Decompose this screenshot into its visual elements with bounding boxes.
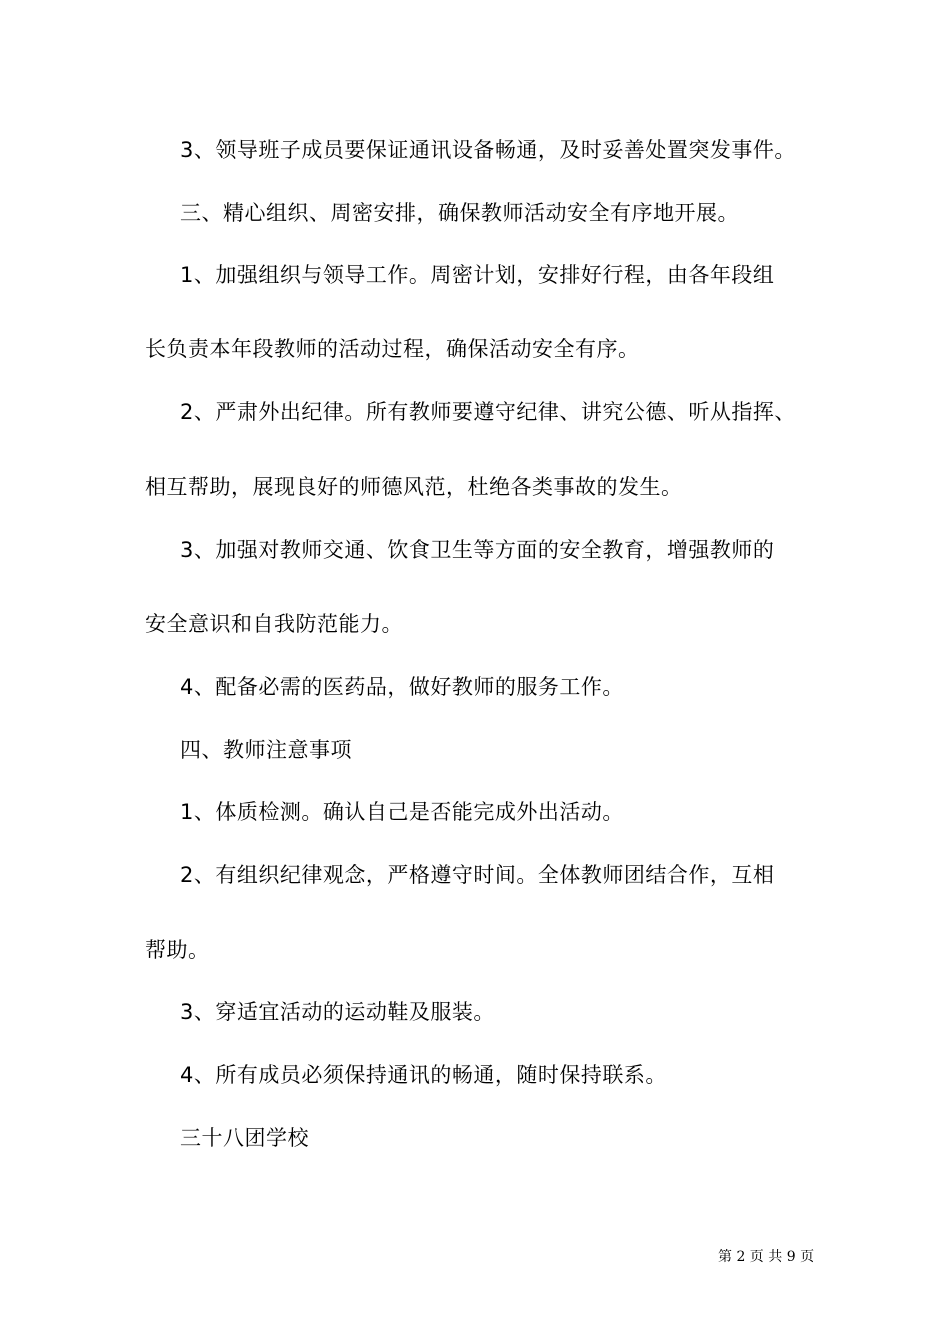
paragraph-line: 1、加强组织与领导工作。周密计划，安排好行程，由各年段组 — [180, 263, 775, 287]
paragraph-line: 1、体质检测。确认自己是否能完成外出活动。 — [180, 800, 624, 824]
section-heading: 三、精心组织、周密安排，确保教师活动安全有序地开展。 — [180, 201, 739, 225]
section-heading: 四、教师注意事项 — [180, 738, 352, 762]
paragraph-line: 2、严肃外出纪律。所有教师要遵守纪律、讲究公德、听从指挥、 — [180, 400, 796, 424]
paragraph-line: 3、加强对教师交通、饮食卫生等方面的安全教育，增强教师的 — [180, 538, 775, 562]
paragraph-line: 4、配备必需的医药品，做好教师的服务工作。 — [180, 675, 624, 699]
signature-line: 三十八团学校 — [180, 1126, 309, 1150]
paragraph-line: 2、有组织纪律观念，严格遵守时间。全体教师团结合作，互相 — [180, 863, 775, 887]
paragraph-line: 4、所有成员必须保持通讯的畅通，随时保持联系。 — [180, 1063, 667, 1087]
paragraph-line: 帮助。 — [145, 938, 210, 962]
paragraph-line: 3、穿适宜活动的运动鞋及服装。 — [180, 1000, 495, 1024]
paragraph-line: 相互帮助，展现良好的师德风范，杜绝各类事故的发生。 — [145, 475, 683, 499]
page-number: 第 2 页 共 9 页 — [718, 1249, 815, 1265]
paragraph-line: 安全意识和自我防范能力。 — [145, 612, 403, 636]
paragraph-line: 3、领导班子成员要保证通讯设备畅通，及时妥善处置突发事件。 — [180, 138, 796, 162]
paragraph-line: 长负责本年段教师的活动过程，确保活动安全有序。 — [145, 337, 640, 361]
